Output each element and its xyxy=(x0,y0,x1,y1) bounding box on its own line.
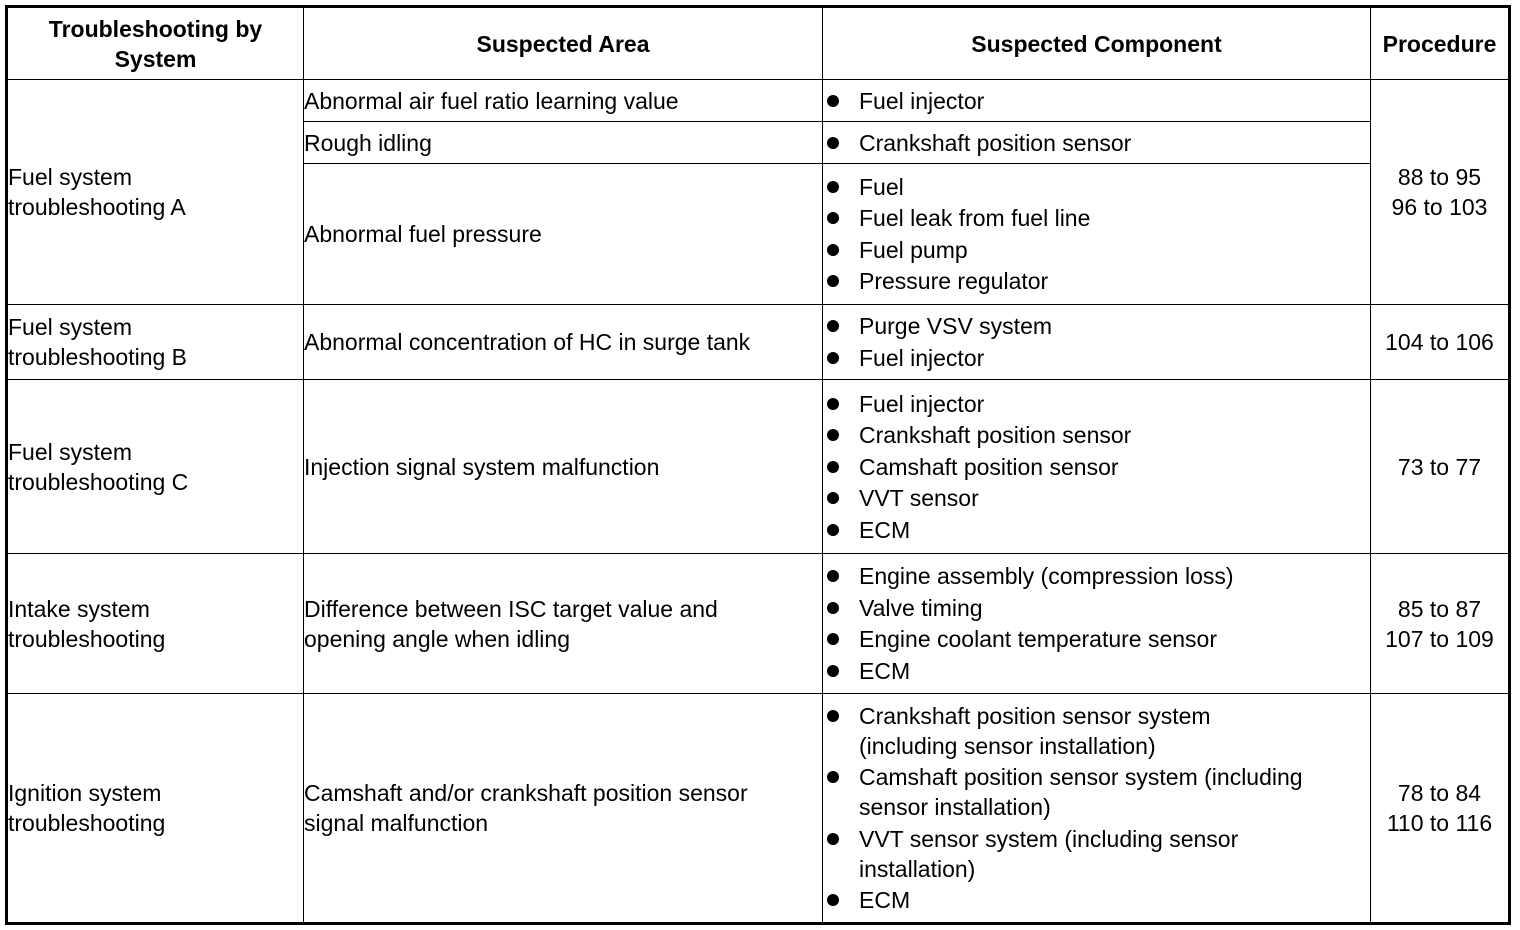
component-list-item xyxy=(823,311,1370,341)
system-cell xyxy=(7,554,304,694)
system-label-line: Intake system xyxy=(8,595,150,622)
component-text-line: Fuel pump xyxy=(859,236,968,263)
procedure-range: 96 to 103 xyxy=(1391,194,1488,220)
suspected-area-line: Injection signal system malfunction xyxy=(304,453,660,480)
suspected-area-cell xyxy=(304,305,823,380)
component-list-item xyxy=(823,624,1370,654)
component-text-line: Camshaft position sensor system (including xyxy=(859,764,1303,791)
component-list-item xyxy=(823,389,1370,419)
suspected-component-cell xyxy=(823,694,1371,924)
component-text-line: installation) xyxy=(859,855,976,882)
system-label-line: Fuel system xyxy=(8,438,132,465)
procedure-range: 88 to 95 xyxy=(1397,164,1482,190)
suspected-area-line: signal malfunction xyxy=(304,810,489,836)
procedure-range: 78 to 84 xyxy=(1397,780,1482,806)
component-text-line: Purge VSV system xyxy=(859,313,1053,340)
procedure-cell xyxy=(1371,80,1510,305)
procedure-range: 85 to 87 xyxy=(1397,595,1482,622)
system-label-line: Fuel system xyxy=(8,164,132,190)
component-list-item xyxy=(823,824,1370,884)
table-row xyxy=(7,554,1510,694)
suspected-area-line: Abnormal fuel pressure xyxy=(304,221,542,247)
component-text-line: Fuel leak from fuel line xyxy=(859,205,1091,232)
bullet-icon xyxy=(827,461,839,473)
component-list-item xyxy=(823,656,1370,686)
component-list xyxy=(823,561,1370,686)
suspected-area-cell xyxy=(304,694,823,924)
system-cell xyxy=(7,305,304,380)
component-text-line: Crankshaft position sensor xyxy=(859,129,1132,156)
header-system-line: Troubleshooting by xyxy=(48,15,263,42)
procedure-range: 104 to 106 xyxy=(1385,329,1494,355)
component-text-line: Crankshaft position sensor system xyxy=(859,702,1211,729)
bullet-icon xyxy=(827,398,839,410)
component-text-line: ECM xyxy=(859,887,911,914)
bullet-icon xyxy=(827,894,839,906)
component-text-line: Fuel xyxy=(859,173,904,200)
system-label-line: troubleshooting B xyxy=(8,344,188,370)
component-list-item xyxy=(823,420,1370,450)
component-list-item xyxy=(823,343,1370,373)
table-header xyxy=(7,7,1510,80)
bullet-icon xyxy=(827,429,839,441)
bullet-icon xyxy=(827,352,839,364)
component-list-item xyxy=(823,452,1370,482)
system-label-line: troubleshooting A xyxy=(8,194,186,220)
component-list xyxy=(823,389,1370,545)
table-row xyxy=(7,694,1510,924)
suspected-component-cell xyxy=(823,380,1371,554)
component-list-item xyxy=(823,203,1370,233)
component-list-item xyxy=(823,561,1370,591)
bullet-icon xyxy=(827,833,839,845)
suspected-component-cell xyxy=(823,80,1371,122)
procedure-cell xyxy=(1371,305,1510,380)
component-text-line: Crankshaft position sensor xyxy=(859,422,1132,448)
bullet-icon xyxy=(827,771,839,783)
table-row xyxy=(7,80,1510,122)
procedure-range: 110 to 116 xyxy=(1386,810,1493,836)
component-list xyxy=(823,311,1370,373)
table-row xyxy=(7,305,1510,380)
suspected-area-cell xyxy=(304,122,823,164)
header-procedure: Procedure xyxy=(1371,7,1510,80)
component-text-line: Engine assembly (compression loss) xyxy=(859,563,1234,590)
component-list-item xyxy=(823,593,1370,623)
suspected-component-cell xyxy=(823,305,1371,380)
component-list-item xyxy=(823,701,1370,761)
component-list-item xyxy=(823,515,1370,545)
component-list-item xyxy=(823,885,1370,915)
suspected-area-cell xyxy=(304,380,823,554)
system-label-line: troubleshooting xyxy=(8,625,166,652)
suspected-area-line: Abnormal air fuel ratio learning value xyxy=(304,87,679,114)
system-cell xyxy=(7,380,304,554)
component-list xyxy=(823,172,1370,297)
system-cell xyxy=(7,694,304,924)
suspected-area-line: Difference between ISC target value and xyxy=(304,595,718,622)
system-cell xyxy=(7,80,304,305)
component-text-line: Fuel injector xyxy=(859,344,985,371)
bullet-icon xyxy=(827,244,839,256)
suspected-area-cell xyxy=(304,554,823,694)
bullet-icon xyxy=(827,212,839,224)
component-text-line: VVT sensor xyxy=(859,485,979,511)
header-suspected-area: Suspected Area xyxy=(304,7,823,80)
suspected-area-cell xyxy=(304,80,823,122)
component-text-line: (including sensor installation) xyxy=(859,732,1156,759)
procedure-range: 107 to 109 xyxy=(1385,625,1494,652)
bullet-icon xyxy=(827,95,839,107)
component-list-item xyxy=(823,235,1370,265)
bullet-icon xyxy=(827,710,839,722)
procedure-cell xyxy=(1371,380,1510,554)
component-list-item xyxy=(823,762,1370,822)
bullet-icon xyxy=(827,320,839,332)
bullet-icon xyxy=(827,275,839,287)
system-label-line: Fuel system xyxy=(8,314,132,340)
suspected-area-line: Rough idling xyxy=(304,129,432,156)
component-text-line: ECM xyxy=(859,516,911,543)
suspected-component-cell xyxy=(823,164,1371,305)
table-body xyxy=(7,80,1510,924)
header-suspected-component: Suspected Component xyxy=(823,7,1371,80)
header-row xyxy=(7,7,1510,80)
component-text-line: Engine coolant temperature sensor xyxy=(859,626,1217,653)
component-list xyxy=(823,128,1370,158)
component-text-line: VVT sensor system (including sensor xyxy=(859,825,1239,852)
component-list-item xyxy=(823,172,1370,202)
suspected-area-cell xyxy=(304,164,823,305)
component-list xyxy=(823,701,1370,916)
system-label-line: Ignition system xyxy=(8,780,162,806)
component-text-line: Valve timing xyxy=(859,594,983,621)
component-text-line: ECM xyxy=(859,657,911,684)
bullet-icon xyxy=(827,524,839,536)
bullet-icon xyxy=(827,665,839,677)
component-list-item xyxy=(823,266,1370,296)
component-text-line: Fuel injector xyxy=(859,390,985,417)
procedure-cell xyxy=(1371,554,1510,694)
component-text-line: Camshaft position sensor xyxy=(859,453,1119,480)
component-list-item xyxy=(823,128,1370,158)
component-text-line: sensor installation) xyxy=(859,794,1051,821)
procedure-range: 73 to 77 xyxy=(1397,453,1482,480)
suspected-area-line: Camshaft and/or crankshaft position sensor xyxy=(304,780,748,806)
component-list-item xyxy=(823,483,1370,513)
troubleshooting-table xyxy=(5,5,1511,925)
table-row xyxy=(7,380,1510,554)
header-system xyxy=(7,7,304,80)
bullet-icon xyxy=(827,570,839,582)
component-text-line: Pressure regulator xyxy=(859,268,1049,295)
suspected-component-cell xyxy=(823,554,1371,694)
suspected-area-line: opening angle when idling xyxy=(304,625,570,652)
component-text-line: Fuel injector xyxy=(859,87,985,114)
system-label-line: troubleshooting xyxy=(8,810,166,836)
bullet-icon xyxy=(827,492,839,504)
header-system-line: System xyxy=(114,45,197,72)
component-list xyxy=(823,86,1370,116)
system-label-line: troubleshooting C xyxy=(8,468,189,495)
bullet-icon xyxy=(827,602,839,614)
component-list-item xyxy=(823,86,1370,116)
suspected-component-cell xyxy=(823,122,1371,164)
procedure-cell xyxy=(1371,694,1510,924)
suspected-area-line: Abnormal concentration of HC in surge tank xyxy=(304,329,751,355)
bullet-icon xyxy=(827,137,839,149)
bullet-icon xyxy=(827,181,839,193)
bullet-icon xyxy=(827,633,839,645)
